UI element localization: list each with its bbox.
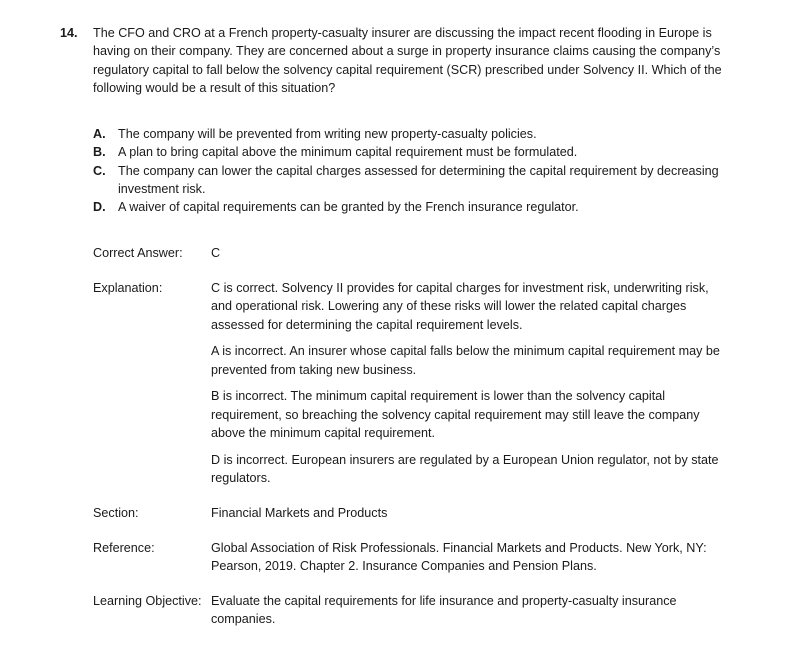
option-letter: A. [93,127,106,141]
option-text: The company will be prevented from writing new property-casualty policies. [118,127,537,141]
correct-answer-value: C [211,246,221,260]
section-value: Financial Markets and Products [211,506,388,520]
option-text: A waiver of capital requirements can be granted by the French insurance regulator. [118,200,579,215]
reference-label: Reference: [93,541,155,555]
option-a [93,125,733,143]
option-b [93,143,733,161]
correct-answer-label: Correct Answer: [93,246,183,260]
option-d [93,198,733,216]
option-text: The company can lower the capital charges assessed for determining the capital requirement by decreasing investment risk. [118,163,719,196]
reference-value: Global Association of Risk Professionals. Financial Markets and Products. New York, NY: Pearson, 2019. Chapter 2. Insurance Companies and Pension Plans. [211,541,707,574]
explanation-paragraph: D is incorrect. European insurers are regulated by a European Union regulator, not by state regulators. [211,452,719,486]
option-letter: D. [93,200,106,215]
section-label: Section: [93,506,139,520]
learning-objective-value: Evaluate the capital requirements for life insurance and property-casualty insurance companies. [211,594,677,627]
question-block [60,24,740,97]
explanation-paragraph: C is correct. Solvency II provides for capital charges for investment risk, underwriting risk, and operational risk. Lowering any of these risks will lower the related capital charges assessed for determining the capital requirement levels. [211,281,709,332]
learning-objective-label: Learning Objective: [93,594,202,608]
option-letter: C. [93,163,106,178]
option-letter: B. [93,145,106,160]
option-text: A plan to bring capital above the minimum capital requirement must be formulated. [118,145,578,160]
question-text: The CFO and CRO at a French property-casualty insurer are discussing the impact recent flooding in Europe is having on their company. They are concerned about a surge in property insurance claims causing the company’s regulatory capital to fall below the solvency capital requirement (SCR) prescribed under Solvency II. Which of the following would be a result of this situation? [93,26,722,95]
explanation-paragraph: A is incorrect. An insurer whose capital falls below the minimum capital requirement may be prevented from taking new business. [211,344,720,377]
explanation-label: Explanation: [93,281,163,295]
explanation-body [211,279,721,496]
question-number: 14. [60,26,78,40]
explanation-paragraph: B is incorrect. The minimum capital requirement is lower than the solvency capital requirement, so breaching the solvency capital requirement may still leave the company above the minimum capital requirement. [211,389,700,441]
option-c [93,162,733,199]
answer-options [93,125,733,216]
